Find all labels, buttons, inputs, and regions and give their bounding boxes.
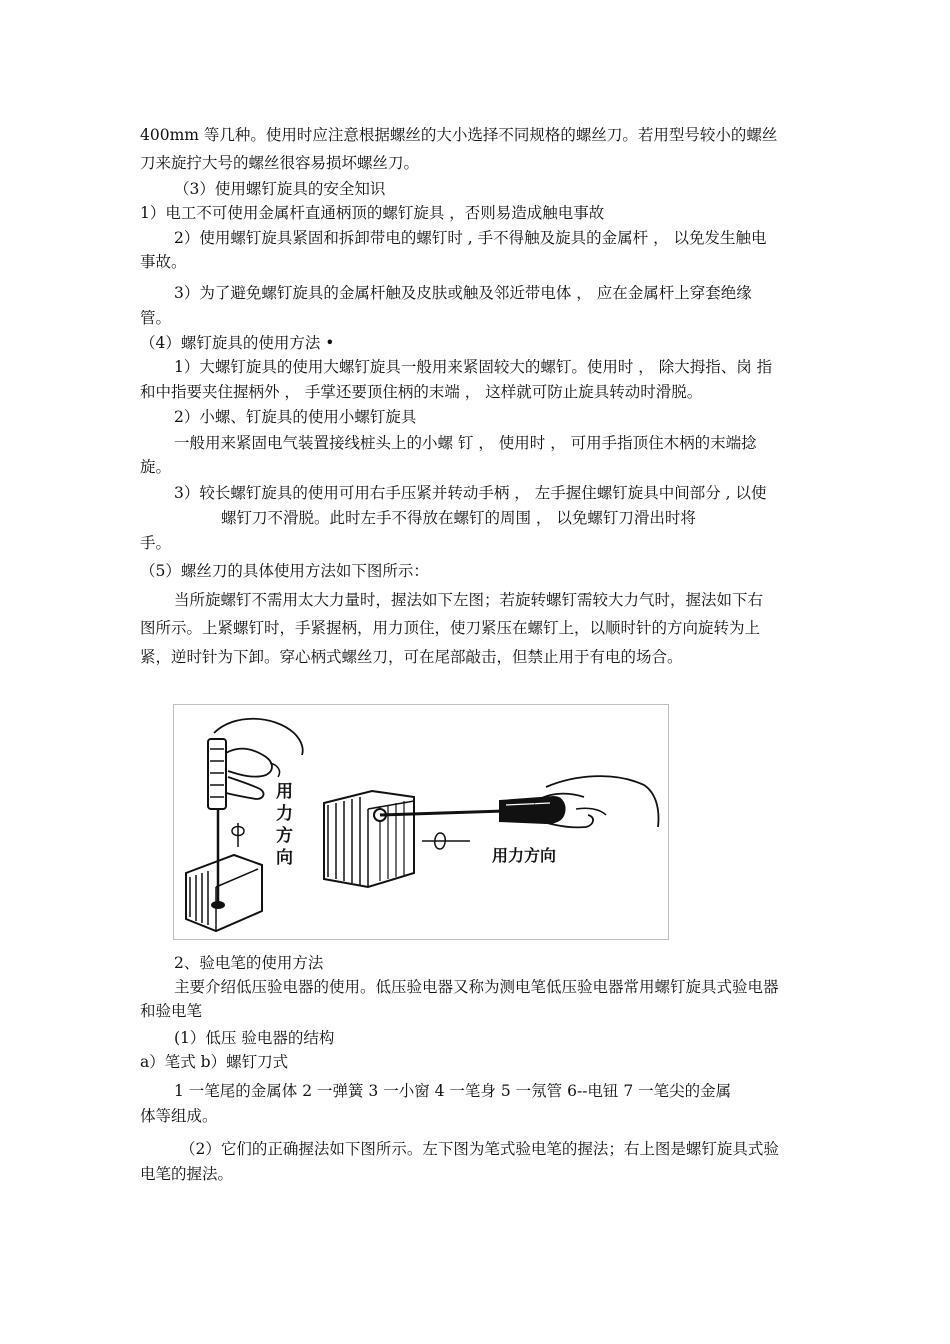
screwdriver-usage-figure [173, 704, 669, 940]
text-line: 1）电工不可使用金属杆直通柄顶的螺钉旋具 ，否则易造成触电事故 [140, 204, 605, 222]
force-direction-label-left-char: 方 [276, 826, 293, 846]
text-line: 图所示。上紧螺钉时，手紧握柄，用力顶住，使刀紧压在螺钉上，以顺时针的方向旋转为上 [140, 619, 761, 637]
text-line: 2、验电笔的使用方法 [174, 954, 324, 972]
text-line: 管。 [140, 309, 172, 327]
text-line: 400mm 等几种。使用时应注意根据螺丝的大小选择不同规格的螺丝刀。若用型号较小的螺丝 [140, 126, 778, 144]
text-line: 3）较长螺钉旋具的使用可用右手压紧并转动手柄 ， 左手握住螺钉旋具中间部分 , 以使 [174, 484, 767, 502]
text-line: 刀来旋拧大号的螺丝很容易损坏螺丝刀。 [140, 154, 420, 172]
text-line: 3）为了避免螺钉旋具的金属杆触及皮肤或触及邻近带电体 ， 应在金属杆上穿套绝缘 [174, 284, 752, 302]
text-line: a）笔式 b）螺钉刀式 [140, 1053, 289, 1071]
right-illustration [324, 776, 658, 887]
text-line: 2）使用螺钉旋具紧固和拆卸带电的螺钉时 , 手不得触及旋具的金属杆 ， 以免发生触电 [174, 229, 767, 247]
force-direction-label-left-char: 向 [276, 848, 293, 868]
text-line: 紧，逆时针为下卸。穿心柄式螺丝刀，可在尾部敲击，但禁止用于有电的场合。 [140, 648, 683, 666]
text-line: （4）螺钉旋具的使用方法 • [140, 334, 335, 352]
text-line: 螺钉刀不滑脱。此时左手不得放在螺钉的周围 ， 以免螺钉刀滑出时将 [221, 509, 696, 527]
screwdriver-illustration [174, 705, 668, 939]
text-line: 电笔的握法。 [140, 1165, 234, 1183]
text-line: 旋。 [140, 458, 172, 476]
text-line: 一般用来紧固电气装置接线桩头上的小螺 钉 ， 使用时 ， 可用手指顶住木柄的末端捻 [174, 434, 757, 452]
text-line: 1）大螺钉旋具的使用大螺钉旋具一般用来紧固较大的螺钉。使用时 ， 除大拇指、岗 指 [174, 358, 773, 376]
text-line: 体等组成。 [140, 1107, 218, 1125]
text-line: 手。 [140, 534, 172, 552]
left-illustration [186, 719, 303, 931]
text-line: （2）它们的正确握法如下图所示。左下图为笔式验电笔的握法；右上图是螺钉旋具式验 [180, 1140, 779, 1158]
text-line: 和中指要夹住握柄外 ， 手掌还要顶住柄的末端 ， 这样就可防止旋具转动时滑脱。 [140, 383, 703, 401]
text-line: 事故。 [140, 253, 187, 271]
text-line: 1 一笔尾的金属体 2 一弹簧 3 一小窗 4 一笔身 5 一氖管 6--电钮 7 一笔尖的金属 [174, 1082, 732, 1100]
text-line: （5）螺丝刀的具体使用方法如下图所示： [140, 562, 429, 580]
text-line: 2）小螺、钉旋具的使用小螺钉旋具 [174, 408, 417, 426]
force-direction-label-right: 用力方向 [492, 846, 557, 865]
text-line: 和验电笔 [140, 1002, 203, 1020]
text-line: (1）低压 验电器的结构 [174, 1029, 335, 1047]
text-line: 主要介绍低压验电器的使用。低压验电器又称为测电笔低压验电器常用螺钉旋具式验电器 [174, 978, 779, 996]
force-direction-label-left-char: 力 [276, 804, 293, 824]
text-line: （3）使用螺钉旋具的安全知识 [174, 180, 386, 198]
force-direction-label-left-char: 用 [276, 782, 293, 802]
text-line: 当所旋螺钉不需用太大力量时，握法如下左图；若旋转螺钉需较大力气时，握法如下右 [174, 591, 764, 609]
